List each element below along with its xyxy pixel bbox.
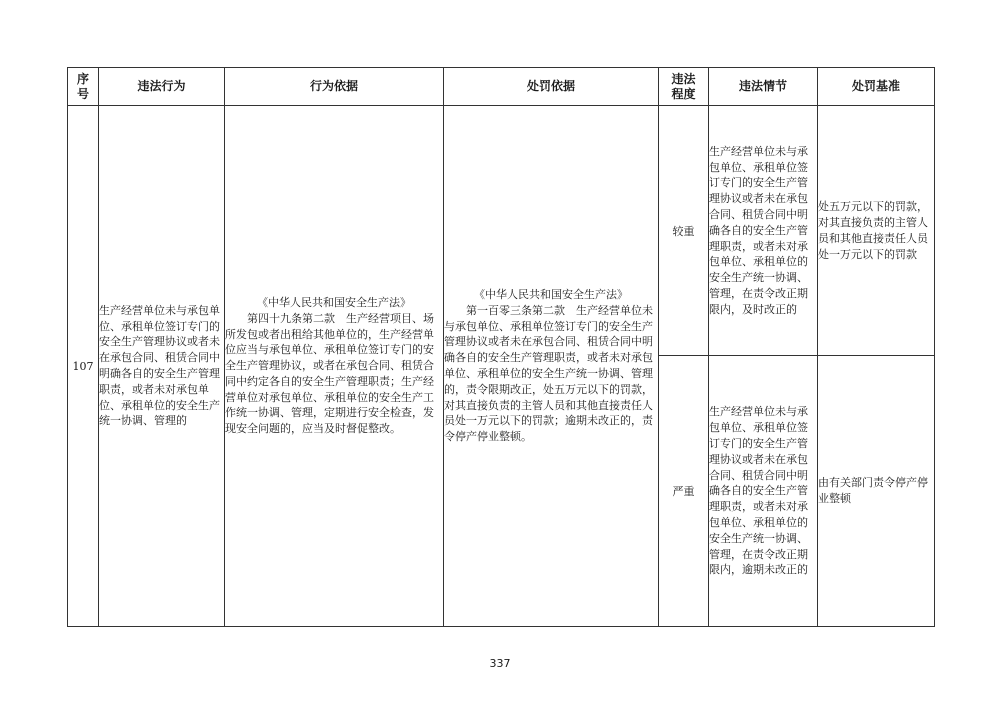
basis-clause: 第四十九条第二款 生产经营项目、场所发包或者出租给其他单位的，生产经营单位应当与承包单位、承租单位签订专门的安全生产管理协议，或者在承包合同、租赁合同中约定各自的安全生产管理职责；生产经营单位对承包单位、承租单位的安全生产工作统一协调、管理，定期进行安全检查，发现安全问题的，应当及时督促整改。 <box>225 311 434 436</box>
violation-behavior: 生产经营单位未与承包单位、承租单位签订专门的安全生产管理协议或者未在承包合同、租赁合同中明确各自的安全生产管理职责，或者未对承包单位、承租单位的安全生产统一协调、管理的 <box>99 106 225 627</box>
header-behavior: 违法行为 <box>99 68 225 106</box>
standard-severe: 由有关部门责令停产停业整顿 <box>818 356 935 627</box>
degree-serious: 较重 <box>659 106 709 356</box>
degree-severe: 严重 <box>659 356 709 627</box>
standard-serious: 处五万元以下的罚款，对其直接负责的主管人员和其他直接责任人员处一万元以下的罚款 <box>818 106 935 356</box>
penalty-standards-table <box>67 67 935 627</box>
circumstance-severe: 生产经营单位未与承包单位、承租单位签订专门的安全生产管理协议或者未在承包合同、租赁合同中明确各自的安全生产管理职责，或者未对承包单位、承租单位的安全生产统一协调、管理，在责令改正期限内，逾期未改正的 <box>709 356 818 627</box>
penalty-basis <box>444 106 659 627</box>
header-seq: 序 号 <box>68 68 99 106</box>
behavior-basis <box>225 106 444 627</box>
header-standard: 处罚基准 <box>818 68 935 106</box>
header-degree: 违法 程度 <box>659 68 709 106</box>
header-basis: 行为依据 <box>225 68 444 106</box>
header-penalty-basis: 处罚依据 <box>444 68 659 106</box>
penalty-law-title: 《中华人民共和国安全生产法》 <box>474 288 628 302</box>
table-row <box>68 106 935 356</box>
circumstance-serious: 生产经营单位未与承包单位、承租单位签订专门的安全生产管理协议或者未在承包合同、租赁合同中明确各自的安全生产管理职责，或者未对承包单位、承租单位的安全生产统一协调、管理，在责令改正期限内，及时改正的 <box>709 106 818 356</box>
header-row <box>68 68 935 106</box>
header-circumstance: 违法情节 <box>709 68 818 106</box>
basis-law-title: 《中华人民共和国安全生产法》 <box>257 295 411 309</box>
penalty-clause: 第一百零三条第二款 生产经营单位未与承包单位、承租单位签订专门的安全生产管理协议或者未在承包合同、租赁合同中明确各自的安全生产管理职责，或者未对承包单位、承租单位的安全生产统一协调、管理的，责令限期改正，处五万元以下的罚款，对其直接负责的主管人员和其他直接责任人员处一万元以下的罚款；逾期未改正的，责令停产停业整顿。 <box>444 303 653 444</box>
row-seq: 107 <box>68 106 99 627</box>
page-number: 337 <box>489 657 511 670</box>
